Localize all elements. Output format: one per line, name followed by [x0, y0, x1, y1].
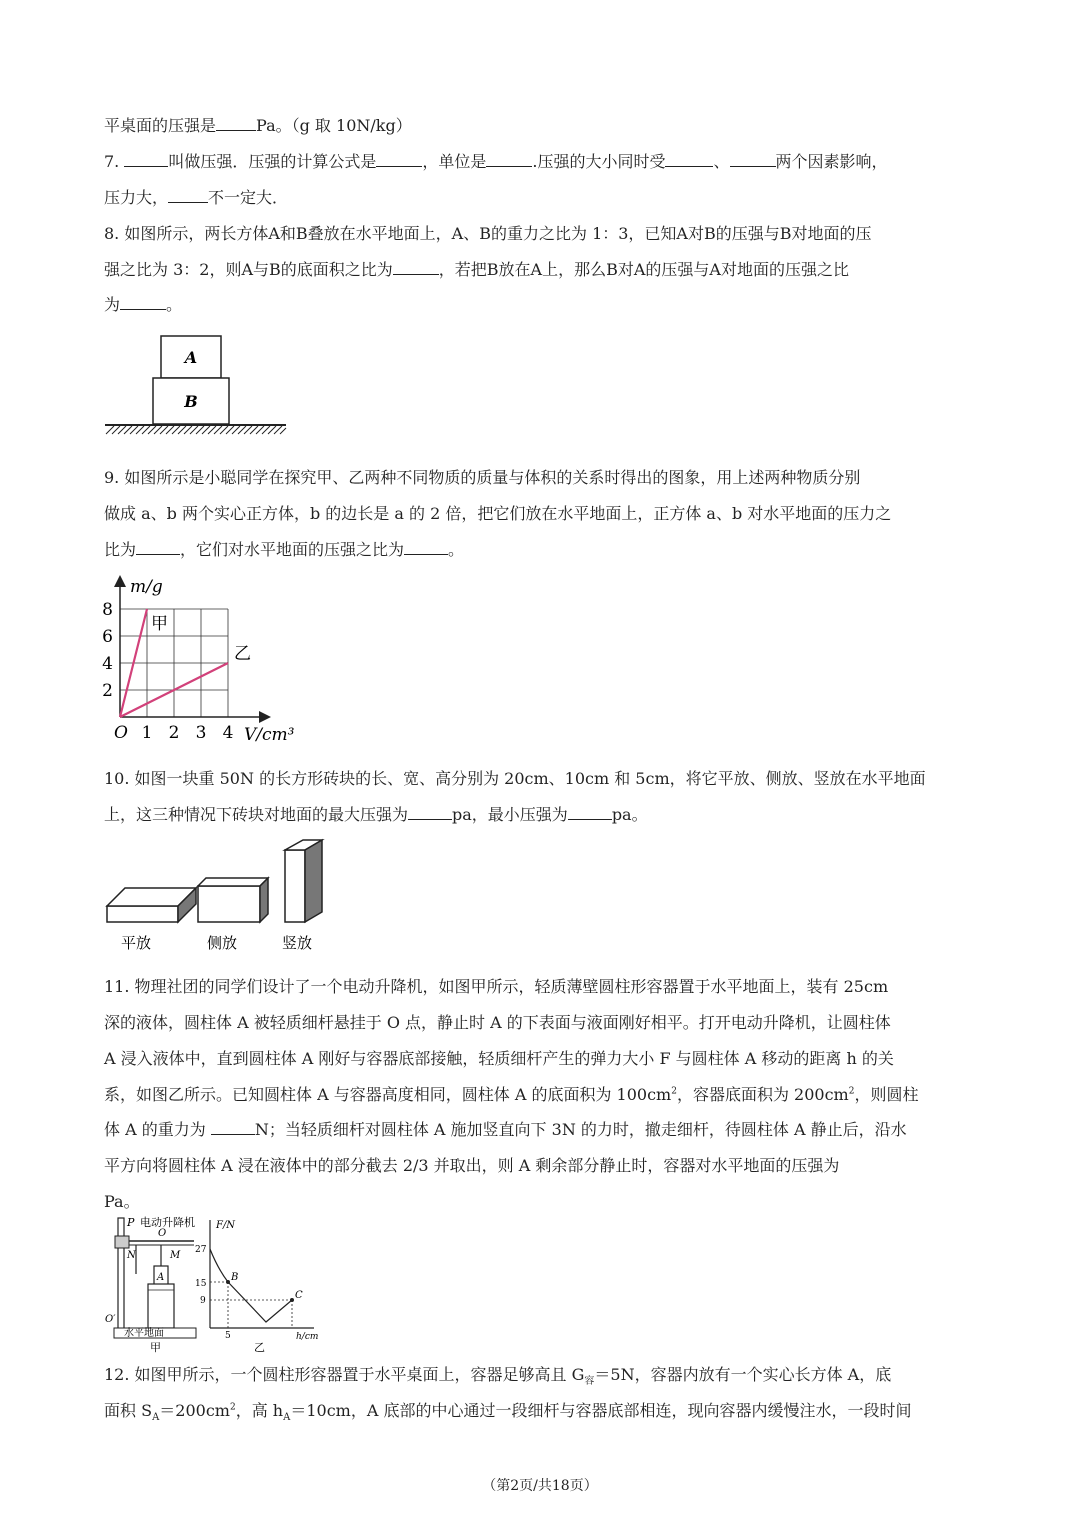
ground-hatch — [106, 426, 286, 434]
y-tick-label: 2 — [102, 681, 113, 701]
answer-blank[interactable] — [730, 152, 776, 167]
q9-line-1: 9. 如图所示是小聪同学在探究甲、乙两种不同物质的质量与体积的关系时得出的图象，用上述两种物质分别 — [104, 468, 861, 487]
q9-line-3: 比为 ，它们对水平地面的压强之比为 。 — [104, 540, 465, 559]
x-tick-label: 4 — [222, 723, 234, 743]
answer-blank[interactable] — [124, 152, 168, 167]
q11-line-7: Pa。 — [104, 1192, 140, 1211]
svg-text:P: P — [127, 1216, 135, 1229]
y-tick-label: 4 — [102, 654, 113, 674]
answer-blank[interactable] — [216, 116, 256, 131]
x-tick-label: 2 — [168, 723, 180, 743]
origin-label: O — [114, 723, 128, 743]
y-tick-label: 6 — [102, 627, 113, 647]
q8-line-3: 为 。 — [104, 295, 183, 314]
svg-text:A: A — [157, 1272, 165, 1283]
svg-text:水平地面: 水平地面 — [124, 1328, 164, 1339]
q10-line-1: 10. 如图一块重 50N 的长方形砖块的长、宽、高分别为 20cm、10cm 和 5cm，将它平放、侧放、竖放在水平地面 — [104, 769, 926, 788]
answer-blank[interactable] — [408, 805, 452, 820]
series-label-2: 乙 — [234, 644, 251, 664]
x-tick-label: 1 — [141, 723, 153, 743]
svg-text:N: N — [127, 1250, 136, 1261]
stacked-blocks-figure — [100, 330, 300, 440]
q6-line-1: 平桌面的压强是 Pa。（g 取 10N/kg） — [104, 116, 412, 135]
label-upright: 竖放 — [281, 934, 313, 952]
svg-text:O′: O′ — [105, 1314, 116, 1325]
brick-side — [198, 878, 268, 922]
y-tick-label: 8 — [102, 600, 113, 620]
q12-line-2: 面积 $S_A=200cm^2$，高 $h_A=10cm$，A 底部的中心通过一段细杆与容器底部相连，现向容器内缓慢注水，一段时间 — [104, 1401, 912, 1424]
svg-text:15: 15 — [195, 1279, 207, 1289]
y-axis-label: m/g — [130, 577, 163, 597]
q11-line-3: A 浸入液体中，直到圆柱体 A 刚好与容器底部接触，轻质细杆产生的弹力大小 F 与圆柱体 A 移动的距离 h 的关 — [104, 1049, 894, 1068]
answer-blank[interactable] — [376, 152, 422, 167]
answer-blank[interactable] — [568, 805, 612, 820]
svg-text:乙: 乙 — [254, 1341, 265, 1354]
answer-blank[interactable] — [486, 152, 532, 167]
answer-blank[interactable] — [136, 540, 180, 555]
svg-text:F/N: F/N — [216, 1220, 236, 1231]
answer-blank[interactable] — [404, 540, 448, 555]
brick-flat — [107, 888, 196, 922]
answer-blank[interactable] — [120, 295, 166, 310]
svg-text:电动升降机: 电动升降机 — [140, 1216, 195, 1229]
q8-line-2: 强之比为 3：2，则A与B的底面积之比为 ，若把B放在A上，那么B对A的压强与A对地面的压强之比 — [104, 260, 849, 279]
x-axis-label: V/cm³ — [244, 725, 295, 745]
block-a-label: A — [184, 348, 198, 367]
svg-text:O: O — [158, 1228, 167, 1239]
q12-line-1: 12. 如图甲所示，一个圆柱形容器置于水平桌面上，容器足够高且 $G_容=5N$，容器内放有一个实心长方体 A，底 — [104, 1365, 892, 1388]
svg-text:27: 27 — [195, 1245, 207, 1255]
answer-blank[interactable] — [211, 1120, 255, 1135]
q7-line-1: 7. 叫做压强．压强的计算公式是 ，单位是 .压强的大小同时受 、 两个因素影响， — [104, 152, 888, 171]
answer-blank[interactable] — [393, 260, 439, 275]
q11-line-2: 深的液体，圆柱体 A 被轻质细杆悬挂于 O 点，静止时 A 的下表面与液面刚好相平。打开电动升降机，让圆柱体 — [104, 1013, 891, 1032]
q11-line-4: 系，如图乙所示。已知圆柱体 A 与容器高度相同，圆柱体 A 的底面积为 $100cm^2$，容器底面积为 $200cm^2$，则圆柱 — [104, 1085, 919, 1104]
q11-line-1: 11. 物理社团的同学们设计了一个电动升降机，如图甲所示，轻质薄壁圆柱形容器置于水平地面上，装有 25cm — [104, 977, 889, 996]
q11-line-6: 平方向将圆柱体 A 浸在液体中的部分截去 2/3 并取出，则 A 剩余部分静止时，容器对水平地面的压强为 — [104, 1156, 840, 1175]
q7-line-2: 压力大， 不一定大． — [104, 188, 289, 207]
brick-upright — [285, 840, 322, 922]
q10-line-2: 上，这三种情况下砖块对地面的最大压强为 pa，最小压强为 pa。 — [104, 805, 648, 824]
svg-text:5: 5 — [225, 1331, 231, 1341]
mass-volume-chart — [100, 572, 310, 747]
label-flat: 平放 — [120, 934, 152, 952]
x-tick-label: 3 — [195, 723, 207, 743]
block-b-label: B — [184, 392, 198, 411]
q8-line-1: 8. 如图所示，两长方体A和B叠放在水平地面上，A、B的重力之比为 1：3，已知A对B的压强与B对地面的压 — [104, 224, 872, 243]
svg-text:C: C — [295, 1290, 303, 1301]
answer-blank[interactable] — [665, 152, 713, 167]
svg-text:h/cm: h/cm — [296, 1332, 319, 1342]
brick-placements-figure — [100, 836, 340, 956]
answer-blank[interactable] — [168, 188, 208, 203]
label-side: 侧放 — [206, 934, 238, 952]
series-label-1: 甲 — [151, 614, 168, 634]
svg-text:甲: 甲 — [150, 1341, 161, 1354]
svg-text:M: M — [170, 1250, 181, 1261]
chart-grid — [120, 609, 228, 717]
svg-text:9: 9 — [200, 1296, 206, 1306]
page-footer: （第2页/共18页） — [482, 1478, 598, 1494]
svg-text:B: B — [231, 1272, 239, 1283]
force-distance-figure — [192, 1214, 332, 1354]
q9-line-2: 做成 a、b 两个实心正方体，b 的边长是 a 的 2 倍，把它们放在水平地面上，正方体 a、b 对水平地面的压力之 — [104, 504, 892, 523]
q11-line-5: 体 A 的重力为 N；当轻质细杆对圆柱体 A 施加竖直向下 3N 的力时，撤走细杆，待圆柱体 A 静止后，沿水 — [104, 1120, 907, 1139]
